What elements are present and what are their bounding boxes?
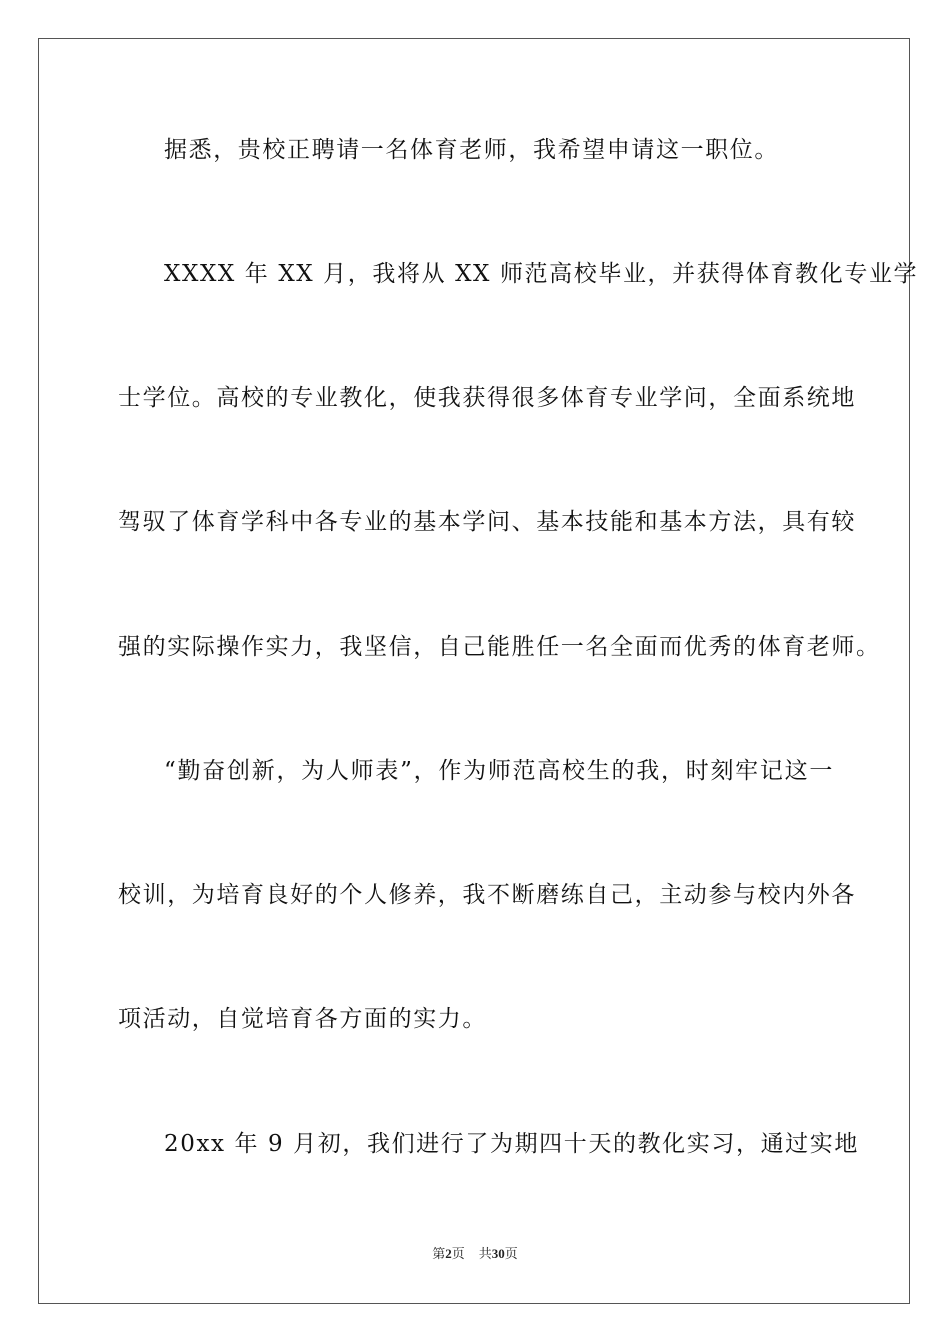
paragraph-line-7: 校训，为培育良好的个人修养，我不断磨练自己，主动参与校内外各 bbox=[118, 882, 856, 908]
page-suffix: 页 bbox=[451, 1246, 465, 1261]
page-number: 2 bbox=[445, 1246, 452, 1261]
total-prefix: 共 bbox=[478, 1246, 492, 1261]
page-prefix: 第 bbox=[432, 1246, 446, 1261]
paragraph-line-6: “勤奋创新，为人师表”，作为师范高校生的我，时刻牢记这一 bbox=[164, 758, 834, 784]
paragraph-line-4: 驾驭了体育学科中各专业的基本学问、基本技能和基本方法，具有较 bbox=[118, 509, 856, 535]
page-footer bbox=[0, 1245, 950, 1263]
paragraph-line-2: XXXX 年 XX 月，我将从 XX 师范高校毕业，并获得体育教化专业学 bbox=[164, 261, 919, 287]
paragraph-line-5: 强的实际操作实力，我坚信，自己能胜任一名全面而优秀的体育老师。 bbox=[118, 634, 881, 660]
page-frame bbox=[38, 38, 919, 1304]
paragraph-line-1: 据悉，贵校正聘请一名体育老师，我希望申请这一职位。 bbox=[164, 137, 779, 163]
paragraph-line-9: 20xx 年 9 月初，我们进行了为期四十天的教化实习，通过实地 bbox=[164, 1131, 859, 1157]
total-pages: 30 bbox=[491, 1246, 505, 1261]
paragraph-line-3: 士学位。高校的专业教化，使我获得很多体育专业学问，全面系统地 bbox=[118, 385, 856, 411]
total-suffix: 页 bbox=[504, 1246, 518, 1261]
paragraph-line-8: 项活动，自觉培育各方面的实力。 bbox=[118, 1006, 487, 1032]
